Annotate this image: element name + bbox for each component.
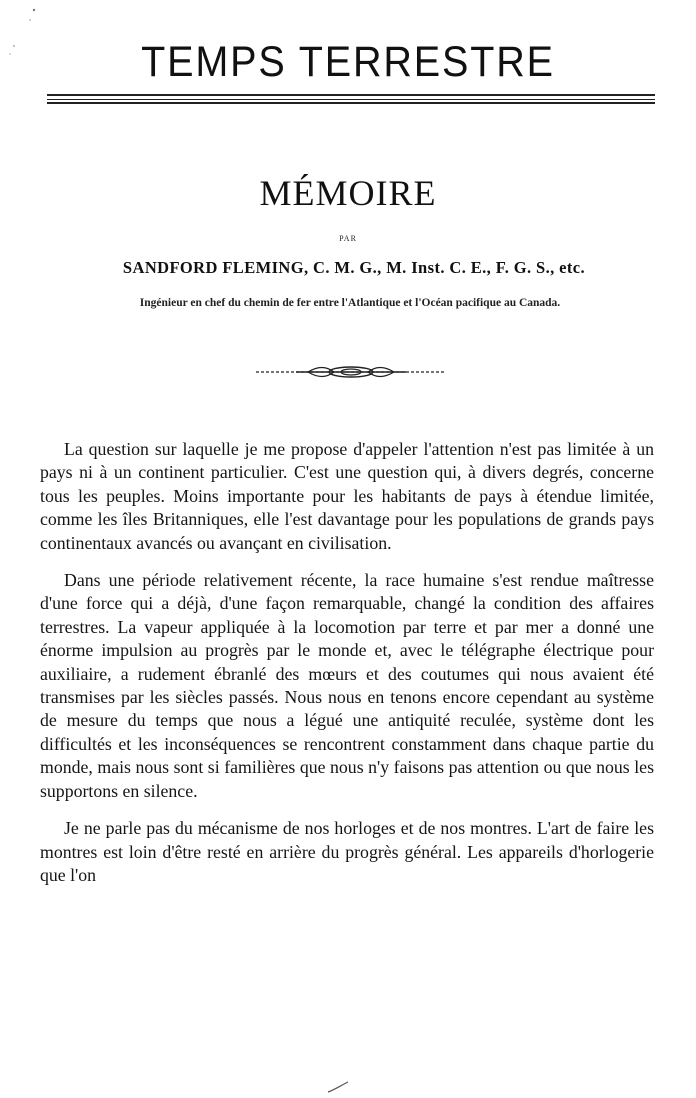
ink-mark-icon — [326, 1080, 350, 1094]
author-affiliation: Ingénieur en chef du chemin de fer entre l'Atlantique et l'Océan pacifique au Canada. — [139, 297, 561, 309]
header-rule-middle — [47, 99, 655, 100]
running-title: TEMPS TERRESTRE — [141, 38, 555, 86]
document-title: MÉMOIRE — [259, 173, 437, 213]
paragraph: La question sur laquelle je me propose d'appeler l'attention n'est pas limitée à un pays ni à un continent particulier. C'est une question qui, à divers degrés, concerne tous les peuples. Moins importante pour les habitants de pays à étendue limitée, comme les îles Britanniques, elle l'est davantage pour les populations de grands pays continentaux avancés ou avançant en civilisation. — [40, 439, 654, 553]
decorative-rule-icon — [256, 364, 446, 380]
paragraph: Dans une période relativement récente, la race humaine s'est rendue maîtresse d'une force qui a déjà, d'une façon remarquable, changé la condition des affaires terrestres. La vapeur appliquée à la locomotion par terre et par mer a donné une énorme impulsion au progrès par le monde et, avec le télégraphe électrique pour auxiliaire, a rudement ébranlé des mœurs et des coutumes qui nous avaient été transmises par les siècles passés. Nous nous en tenons encore cependant au système de mesure du temps que nous a légué une antiquité reculée, système dont les difficultés et les inconséquences se rencontrent constamment dans chaque partie du monde, mais nous sont si familières que nous n'y faisons pas attention ou que nous les supportons en silence. — [40, 570, 654, 801]
header-rule-bottom — [47, 102, 655, 104]
body-text — [40, 438, 654, 887]
header-rule-top — [47, 94, 655, 96]
paragraph: Je ne parle pas du mécanisme de nos horloges et de nos montres. L'art de faire les montres est loin d'être resté en arrière du progrès général. Les appareils d'horlogerie que l'on — [40, 818, 654, 885]
byline-par: PAR — [339, 234, 357, 243]
author-line: SANDFORD FLEMING, C. M. G., M. Inst. C. E., F. G. S., etc. — [122, 258, 586, 277]
